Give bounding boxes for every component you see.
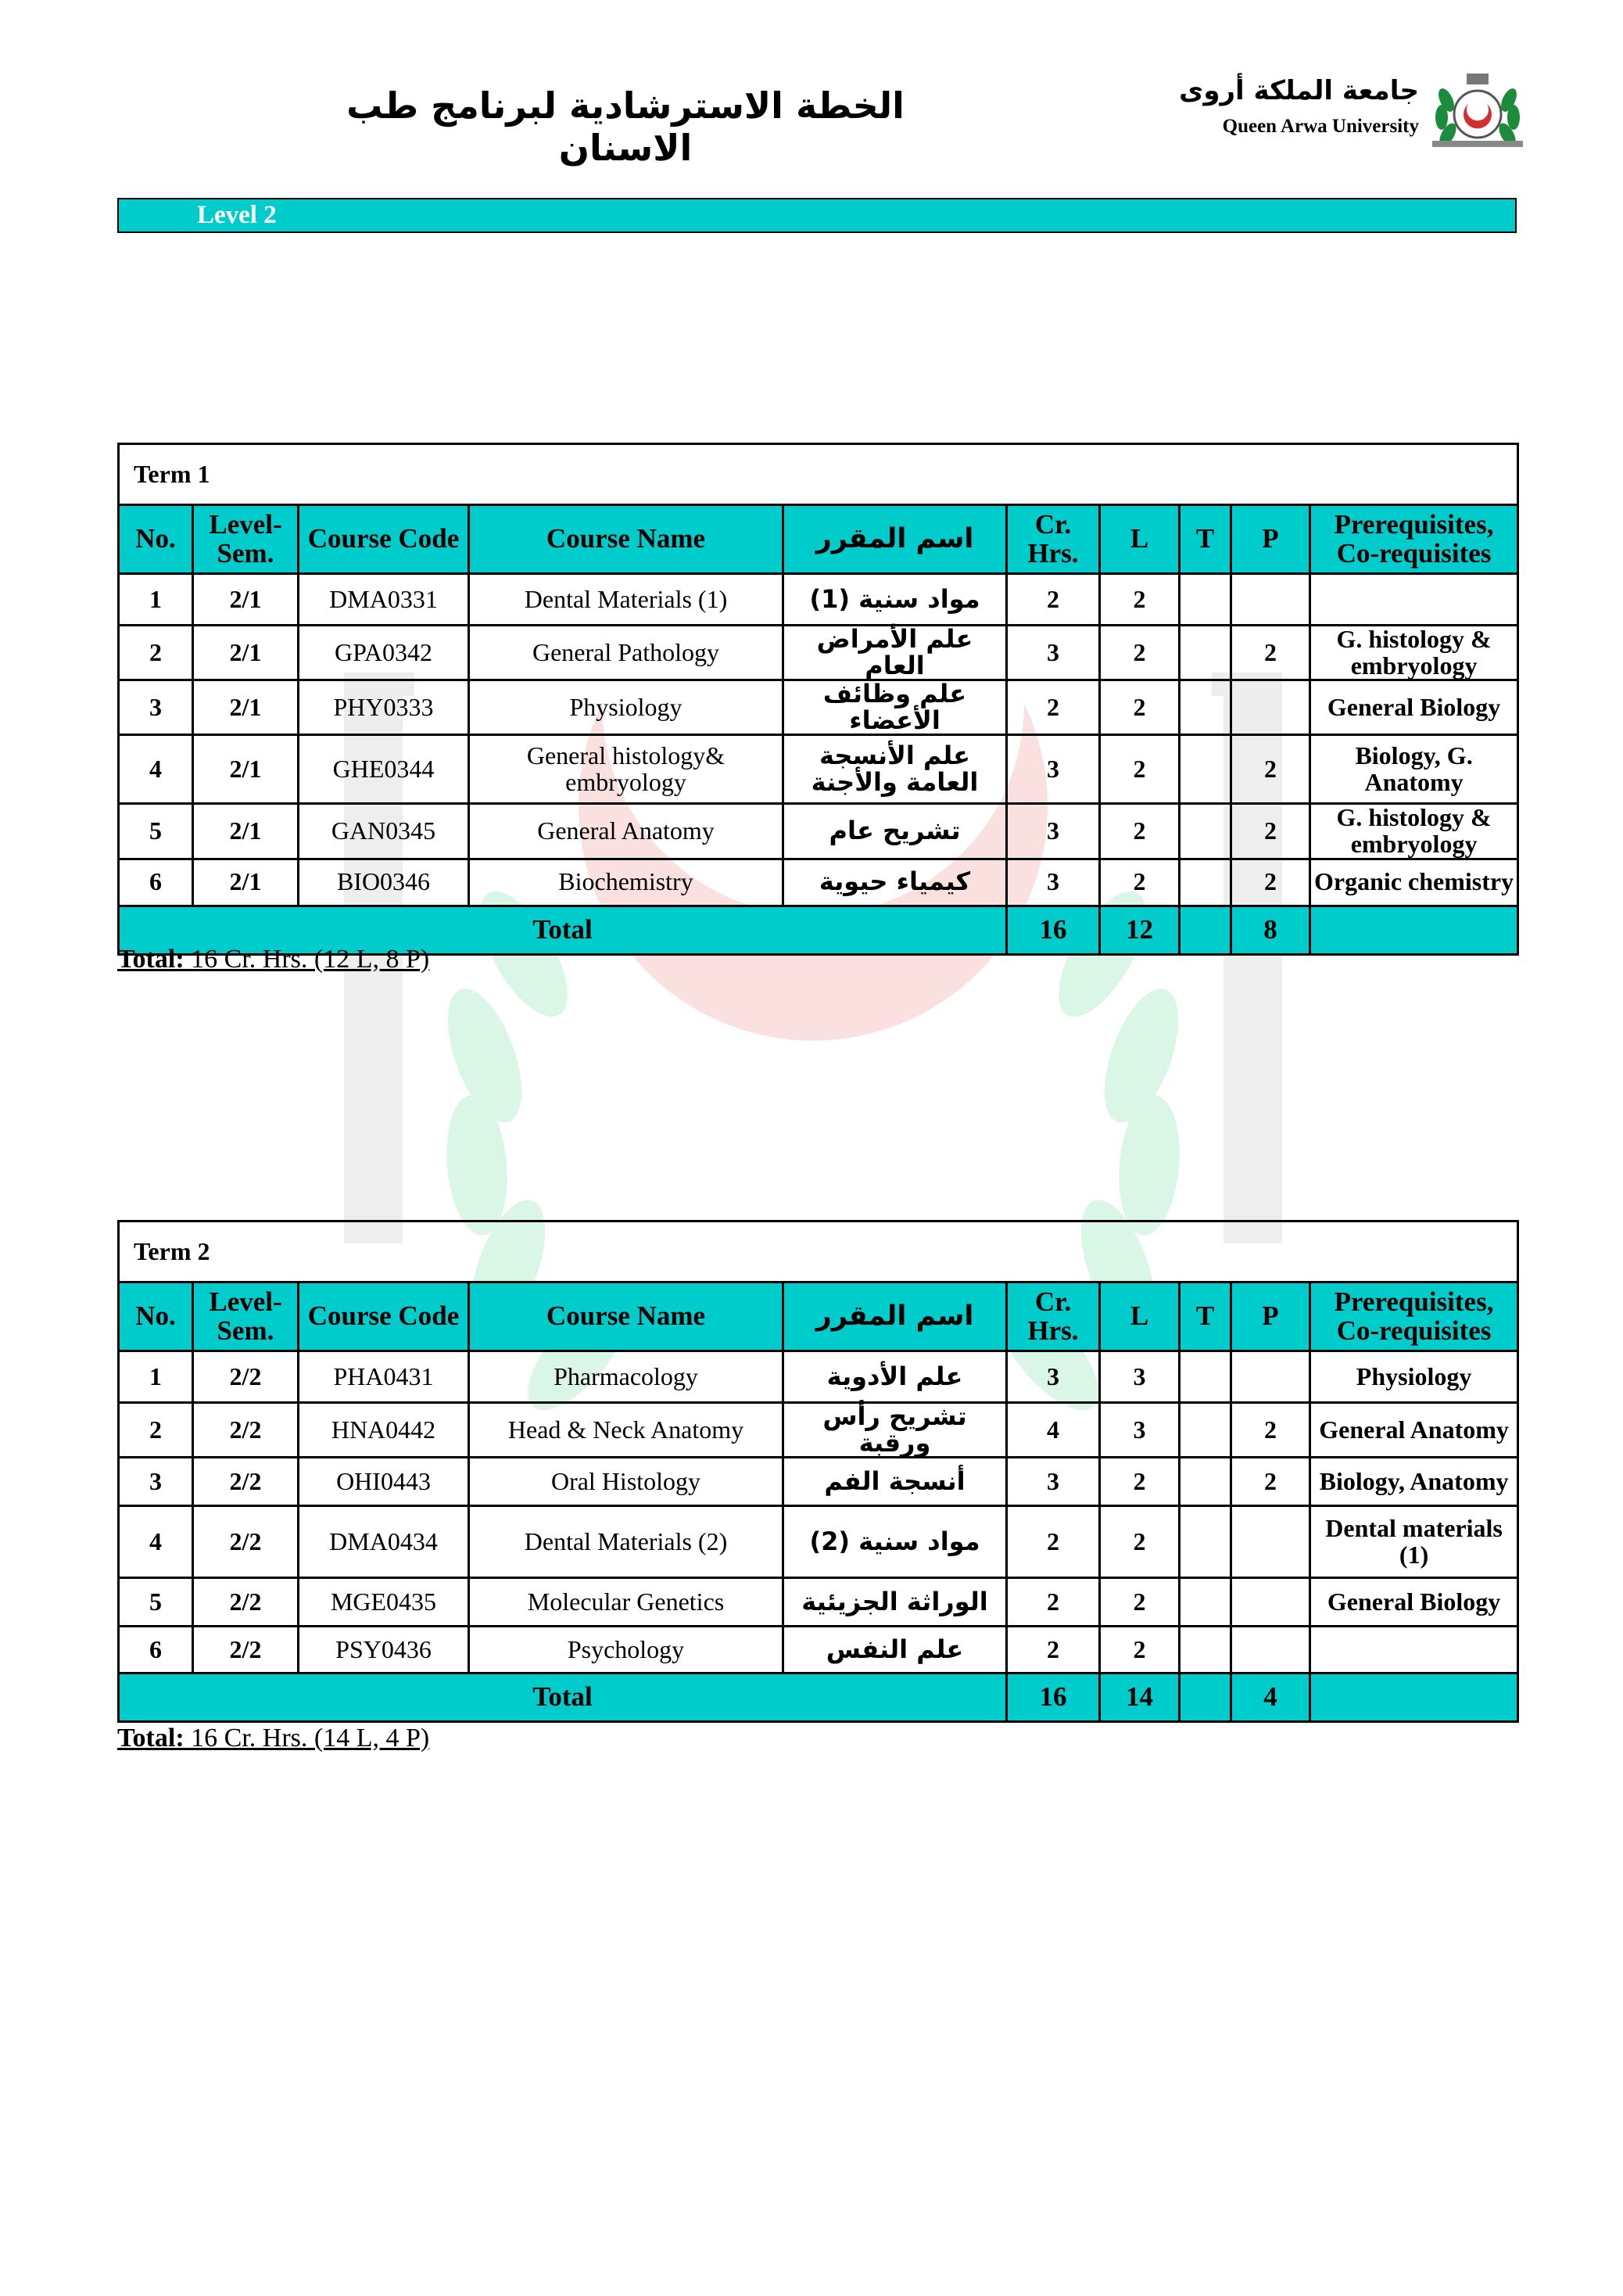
total-credit-hours: 16 bbox=[1007, 906, 1100, 954]
cell-course-name-arabic: أنسجة الفم bbox=[783, 1458, 1007, 1506]
cell-lecture: 2 bbox=[1100, 1458, 1180, 1506]
term-1-table bbox=[117, 443, 1519, 956]
cell-prerequisites: Biology, Anatomy bbox=[1310, 1458, 1518, 1506]
cell-course-name: Pharmacology bbox=[469, 1351, 783, 1403]
cell-prerequisites: G. histology & embryology bbox=[1310, 804, 1518, 859]
level-label: Level 2 bbox=[197, 201, 277, 229]
column-header-level-sem: Level-Sem. bbox=[193, 505, 299, 574]
cell-course-code: HNA0442 bbox=[299, 1403, 469, 1458]
cell-course-code: OHI0443 bbox=[299, 1458, 469, 1506]
cell-course-name: Dental Materials (1) bbox=[469, 574, 783, 626]
cell-prerequisites: General Anatomy bbox=[1310, 1403, 1518, 1458]
total-lecture: 14 bbox=[1100, 1674, 1180, 1722]
cell-credit-hours: 2 bbox=[1007, 680, 1100, 735]
column-header-lecture: L bbox=[1100, 1283, 1180, 1351]
table-row bbox=[119, 574, 1518, 626]
table-row bbox=[119, 804, 1518, 859]
cell-tutorial bbox=[1180, 574, 1231, 626]
cell-level-sem: 2/2 bbox=[193, 1578, 299, 1627]
cell-prerequisites bbox=[1310, 1627, 1518, 1674]
column-header-course-name-arabic: اسم المقرر bbox=[783, 1283, 1007, 1351]
total-label: Total bbox=[119, 1674, 1007, 1722]
column-header-level-sem: Level-Sem. bbox=[193, 1283, 299, 1351]
cell-level-sem: 2/1 bbox=[193, 574, 299, 626]
table-row bbox=[119, 735, 1518, 804]
cell-tutorial bbox=[1180, 1506, 1231, 1578]
cell-course-code: DMA0331 bbox=[299, 574, 469, 626]
cell-course-name-arabic: تشريح عام bbox=[783, 804, 1007, 859]
cell-course-name: General histology& embryology bbox=[469, 735, 783, 804]
term-title: Term 1 bbox=[119, 444, 1518, 505]
cell-course-name-arabic: تشريح رأس ورقبة bbox=[783, 1403, 1007, 1458]
cell-no: 4 bbox=[119, 735, 193, 804]
column-header-credit-hours: Cr. Hrs. bbox=[1007, 1283, 1100, 1351]
cell-tutorial bbox=[1180, 1403, 1231, 1458]
cell-practical: 2 bbox=[1231, 1458, 1310, 1506]
cell-lecture: 2 bbox=[1100, 859, 1180, 906]
total-practical: 8 bbox=[1231, 906, 1310, 954]
table-row bbox=[119, 626, 1518, 680]
cell-practical bbox=[1231, 574, 1310, 626]
cell-practical: 2 bbox=[1231, 1403, 1310, 1458]
total-practical: 4 bbox=[1231, 1674, 1310, 1722]
cell-course-name: General Pathology bbox=[469, 626, 783, 680]
cell-no: 3 bbox=[119, 680, 193, 735]
summary-label: Total: bbox=[117, 1724, 185, 1752]
cell-level-sem: 2/1 bbox=[193, 735, 299, 804]
cell-tutorial bbox=[1180, 859, 1231, 906]
summary-text: 16 Cr. Hrs. (14 L, 4 P) bbox=[184, 1724, 430, 1752]
cell-course-code: PHA0431 bbox=[299, 1351, 469, 1403]
cell-level-sem: 2/2 bbox=[193, 1506, 299, 1578]
cell-course-name-arabic: علم الأدوية bbox=[783, 1351, 1007, 1403]
total-prerequisites bbox=[1310, 906, 1518, 954]
total-tutorial bbox=[1180, 906, 1231, 954]
university-name-arabic: جامعة الملكة أروى bbox=[1179, 75, 1419, 106]
cell-no: 2 bbox=[119, 626, 193, 680]
column-header-course-name: Course Name bbox=[469, 1283, 783, 1351]
cell-course-name: Dental Materials (2) bbox=[469, 1506, 783, 1578]
cell-course-code: DMA0434 bbox=[299, 1506, 469, 1578]
cell-course-name: General Anatomy bbox=[469, 804, 783, 859]
cell-course-name-arabic: علم وظائف الأعضاء bbox=[783, 680, 1007, 735]
cell-level-sem: 2/2 bbox=[193, 1458, 299, 1506]
cell-level-sem: 2/1 bbox=[193, 680, 299, 735]
cell-credit-hours: 4 bbox=[1007, 1403, 1100, 1458]
cell-tutorial bbox=[1180, 1578, 1231, 1627]
page-header bbox=[0, 0, 1623, 172]
cell-level-sem: 2/1 bbox=[193, 804, 299, 859]
cell-course-name-arabic: الوراثة الجزيئية bbox=[783, 1578, 1007, 1627]
cell-lecture: 2 bbox=[1100, 574, 1180, 626]
term-1-summary bbox=[117, 945, 429, 974]
cell-no: 5 bbox=[119, 1578, 193, 1627]
cell-course-code: PHY0333 bbox=[299, 680, 469, 735]
cell-no: 2 bbox=[119, 1403, 193, 1458]
column-header-prerequisites: Prerequisites, Co-requisites bbox=[1310, 1283, 1518, 1351]
cell-credit-hours: 2 bbox=[1007, 1578, 1100, 1627]
cell-tutorial bbox=[1180, 735, 1231, 804]
university-name-english: Queen Arwa University bbox=[1222, 116, 1419, 137]
cell-no: 6 bbox=[119, 859, 193, 906]
cell-lecture: 2 bbox=[1100, 626, 1180, 680]
cell-no: 3 bbox=[119, 1458, 193, 1506]
cell-no: 5 bbox=[119, 804, 193, 859]
summary-label: Total: bbox=[117, 945, 185, 974]
university-seal-icon bbox=[1431, 69, 1524, 155]
cell-credit-hours: 3 bbox=[1007, 626, 1100, 680]
table-row bbox=[119, 1627, 1518, 1674]
cell-level-sem: 2/1 bbox=[193, 859, 299, 906]
column-header-course-code: Course Code bbox=[299, 1283, 469, 1351]
total-row bbox=[119, 1674, 1518, 1722]
cell-prerequisites: Organic chemistry bbox=[1310, 859, 1518, 906]
table-row bbox=[119, 680, 1518, 735]
column-header-lecture: L bbox=[1100, 505, 1180, 574]
cell-tutorial bbox=[1180, 1458, 1231, 1506]
cell-lecture: 2 bbox=[1100, 804, 1180, 859]
total-prerequisites bbox=[1310, 1674, 1518, 1722]
column-header-prerequisites: Prerequisites, Co-requisites bbox=[1310, 505, 1518, 574]
cell-practical bbox=[1231, 1506, 1310, 1578]
cell-credit-hours: 3 bbox=[1007, 1351, 1100, 1403]
column-header-course-code: Course Code bbox=[299, 505, 469, 574]
cell-level-sem: 2/2 bbox=[193, 1403, 299, 1458]
cell-practical: 2 bbox=[1231, 859, 1310, 906]
cell-course-name-arabic: مواد سنية (2) bbox=[783, 1506, 1007, 1578]
cell-course-code: GAN0345 bbox=[299, 804, 469, 859]
table-row bbox=[119, 859, 1518, 906]
term-2-summary bbox=[117, 1724, 429, 1753]
cell-practical: 2 bbox=[1231, 804, 1310, 859]
cell-prerequisites: G. histology & embryology bbox=[1310, 626, 1518, 680]
cell-course-code: MGE0435 bbox=[299, 1578, 469, 1627]
cell-course-code: GHE0344 bbox=[299, 735, 469, 804]
table-row bbox=[119, 1351, 1518, 1403]
cell-practical: 2 bbox=[1231, 735, 1310, 804]
document-title: الخطة الاسترشادية لبرنامج طب الاسنان bbox=[346, 84, 905, 169]
cell-tutorial bbox=[1180, 1351, 1231, 1403]
column-header-practical: P bbox=[1231, 505, 1310, 574]
cell-course-code: BIO0346 bbox=[299, 859, 469, 906]
cell-credit-hours: 3 bbox=[1007, 735, 1100, 804]
cell-practical bbox=[1231, 1578, 1310, 1627]
cell-lecture: 2 bbox=[1100, 680, 1180, 735]
cell-course-name-arabic: مواد سنية (1) bbox=[783, 574, 1007, 626]
cell-course-name: Psychology bbox=[469, 1627, 783, 1674]
cell-lecture: 2 bbox=[1100, 735, 1180, 804]
cell-prerequisites: Biology, G. Anatomy bbox=[1310, 735, 1518, 804]
summary-text: 16 Cr. Hrs. (12 L, 8 P) bbox=[184, 945, 430, 974]
column-header-course-name-arabic: اسم المقرر bbox=[783, 505, 1007, 574]
table-header-row bbox=[119, 505, 1518, 574]
cell-practical: 2 bbox=[1231, 626, 1310, 680]
table-row bbox=[119, 1403, 1518, 1458]
cell-course-name-arabic: علم الأمراض العام bbox=[783, 626, 1007, 680]
cell-lecture: 2 bbox=[1100, 1578, 1180, 1627]
cell-level-sem: 2/2 bbox=[193, 1627, 299, 1674]
column-header-course-name: Course Name bbox=[469, 505, 783, 574]
cell-course-name: Molecular Genetics bbox=[469, 1578, 783, 1627]
cell-credit-hours: 3 bbox=[1007, 859, 1100, 906]
column-header-credit-hours: Cr. Hrs. bbox=[1007, 505, 1100, 574]
cell-no: 1 bbox=[119, 1351, 193, 1403]
cell-prerequisites: General Biology bbox=[1310, 680, 1518, 735]
column-header-no: No. bbox=[119, 505, 193, 574]
cell-lecture: 2 bbox=[1100, 1627, 1180, 1674]
cell-prerequisites: Dental materials (1) bbox=[1310, 1506, 1518, 1578]
cell-tutorial bbox=[1180, 680, 1231, 735]
cell-no: 4 bbox=[119, 1506, 193, 1578]
table-row bbox=[119, 1458, 1518, 1506]
cell-no: 6 bbox=[119, 1627, 193, 1674]
table-row bbox=[119, 1506, 1518, 1578]
column-header-tutorial: T bbox=[1180, 505, 1231, 574]
total-lecture: 12 bbox=[1100, 906, 1180, 954]
cell-course-code: GPA0342 bbox=[299, 626, 469, 680]
cell-level-sem: 2/1 bbox=[193, 626, 299, 680]
level-banner bbox=[117, 198, 1517, 233]
term-title: Term 2 bbox=[119, 1222, 1518, 1283]
cell-practical bbox=[1231, 680, 1310, 735]
cell-lecture: 3 bbox=[1100, 1351, 1180, 1403]
cell-practical bbox=[1231, 1627, 1310, 1674]
cell-prerequisites: General Biology bbox=[1310, 1578, 1518, 1627]
cell-level-sem: 2/2 bbox=[193, 1351, 299, 1403]
cell-credit-hours: 2 bbox=[1007, 1627, 1100, 1674]
table-header-row bbox=[119, 1283, 1518, 1351]
table-row bbox=[119, 1578, 1518, 1627]
cell-course-name: Biochemistry bbox=[469, 859, 783, 906]
cell-course-name-arabic: علم النفس bbox=[783, 1627, 1007, 1674]
cell-course-name: Oral Histology bbox=[469, 1458, 783, 1506]
cell-tutorial bbox=[1180, 626, 1231, 680]
cell-course-name: Physiology bbox=[469, 680, 783, 735]
cell-lecture: 2 bbox=[1100, 1506, 1180, 1578]
cell-credit-hours: 2 bbox=[1007, 1506, 1100, 1578]
cell-no: 1 bbox=[119, 574, 193, 626]
column-header-no: No. bbox=[119, 1283, 193, 1351]
cell-credit-hours: 3 bbox=[1007, 1458, 1100, 1506]
cell-course-code: PSY0436 bbox=[299, 1627, 469, 1674]
total-label: Total bbox=[119, 906, 1007, 954]
column-header-practical: P bbox=[1231, 1283, 1310, 1351]
cell-tutorial bbox=[1180, 1627, 1231, 1674]
cell-course-name-arabic: كيمياء حيوية bbox=[783, 859, 1007, 906]
cell-course-name: Head & Neck Anatomy bbox=[469, 1403, 783, 1458]
column-header-tutorial: T bbox=[1180, 1283, 1231, 1351]
university-branding bbox=[1165, 69, 1532, 155]
cell-prerequisites bbox=[1310, 574, 1518, 626]
cell-tutorial bbox=[1180, 804, 1231, 859]
cell-course-name-arabic: علم الأنسجة العامة والأجنة bbox=[783, 735, 1007, 804]
total-tutorial bbox=[1180, 1674, 1231, 1722]
term-2-table bbox=[117, 1220, 1519, 1723]
cell-prerequisites: Physiology bbox=[1310, 1351, 1518, 1403]
cell-credit-hours: 3 bbox=[1007, 804, 1100, 859]
total-credit-hours: 16 bbox=[1007, 1674, 1100, 1722]
cell-lecture: 3 bbox=[1100, 1403, 1180, 1458]
cell-practical bbox=[1231, 1351, 1310, 1403]
cell-credit-hours: 2 bbox=[1007, 574, 1100, 626]
